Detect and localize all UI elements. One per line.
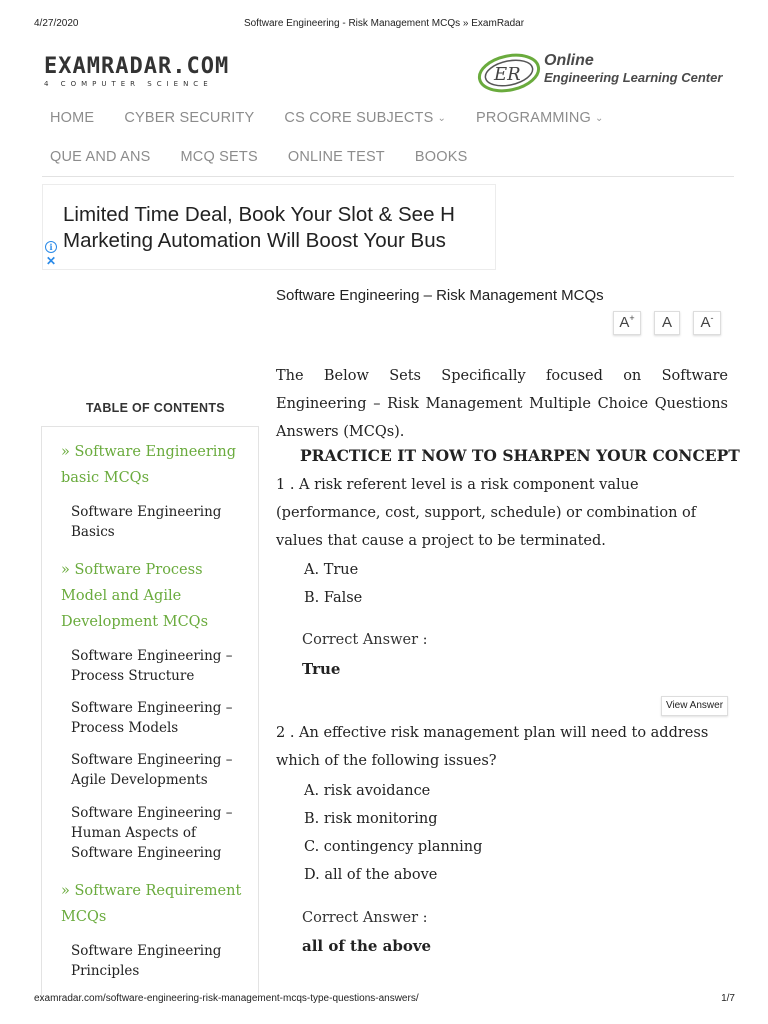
question-1-text: 1 . A risk referent level is a risk component value (performance, cost, support, schedule) or combination of values that cause a project to be terminated.	[276, 477, 697, 549]
brand-line-1: Online	[544, 52, 594, 69]
nav-books[interactable]: BOOKS	[414, 149, 468, 165]
question-2-text: 2 . An effective risk management plan will need to address which of the following issues?	[276, 725, 709, 769]
practice-heading: PRACTICE IT NOW TO SHARPEN YOUR CONCEPT	[300, 446, 740, 465]
brand-line-2: Engineering Learning Center	[544, 70, 723, 85]
table-of-contents	[41, 426, 259, 1001]
ad-close-icon[interactable]: ✕	[46, 254, 57, 268]
question-1-option-a[interactable]: A. True	[304, 562, 359, 578]
question-2-correct-answer-label: Correct Answer :	[302, 910, 428, 926]
ad-text-line-1: Limited Time Deal, Book Your Slot & See H	[63, 203, 455, 226]
brand-banner[interactable]	[476, 50, 736, 94]
toc-item-principles[interactable]: Software Engineering Principles	[71, 943, 222, 979]
toc-item-human-aspects[interactable]: Software Engineering – Human Aspects of Software Engineering	[71, 805, 233, 861]
print-title: Software Engineering - Risk Management MCQs » ExamRadar	[243, 18, 525, 29]
toc-item-process-models[interactable]: Software Engineering – Process Models	[71, 700, 233, 736]
question-2-option-d[interactable]: D. all of the above	[304, 867, 438, 883]
site-logo[interactable]	[44, 55, 229, 88]
article-intro: The Below Sets Specifically focused on Software Engineering – Risk Management Multiple Choice Questions Answers (MCQs).	[276, 368, 728, 440]
toc-item-basics[interactable]: Software Engineering Basics	[71, 504, 222, 540]
view-answer-button[interactable]: View Answer	[661, 696, 728, 716]
question-2-option-a[interactable]: A. risk avoidance	[304, 783, 431, 799]
print-header	[0, 18, 768, 32]
font-reset-button[interactable]: A	[654, 311, 680, 335]
toc-item-agile-developments[interactable]: Software Engineering – Agile Developments	[71, 752, 233, 788]
toc-category-process-model[interactable]: » Software Process Model and Agile Development MCQs	[61, 562, 209, 630]
question-2-option-c[interactable]: C. contingency planning	[304, 839, 483, 855]
chevron-down-icon: ⌄	[437, 112, 447, 124]
svg-text:ER: ER	[494, 64, 521, 85]
print-date: 4/27/2020	[34, 18, 79, 29]
toc-category-basic-mcqs[interactable]: » Software Engineering basic MCQs	[61, 444, 237, 486]
toc-category-requirement-mcqs[interactable]: » Software Requirement MCQs	[61, 883, 242, 925]
logo-tagline: 4 COMPUTER SCIENCE	[44, 80, 213, 88]
print-url: examradar.com/software-engineering-risk-management-mcqs-type-questions-answers/	[34, 993, 419, 1004]
main-nav-row-2	[50, 147, 497, 167]
question-1-correct-answer-label: Correct Answer :	[302, 632, 428, 648]
nav-programming[interactable]: PROGRAMMING ⌄	[476, 110, 604, 126]
nav-home[interactable]: HOME	[50, 110, 95, 126]
nav-online-test[interactable]: ONLINE TEST	[287, 149, 385, 165]
logo-wordmark: EXAMRADAR.COM	[44, 54, 230, 79]
question-1-correct-answer: True	[302, 660, 341, 678]
question-2-correct-answer: all of the above	[302, 937, 432, 955]
main-nav-row-1	[50, 108, 634, 128]
toc-item-process-structure[interactable]: Software Engineering – Process Structure	[71, 648, 233, 684]
ad-info-icon[interactable]: i	[45, 241, 57, 253]
nav-cs-core-subjects[interactable]: CS CORE SUBJECTS ⌄	[284, 110, 447, 126]
toc-heading: TABLE OF CONTENTS	[86, 401, 225, 415]
ad-text-line-2: Marketing Automation Will Boost Your Bus	[63, 229, 446, 252]
font-increase-button[interactable]: A +	[613, 311, 641, 335]
er-emblem-icon	[476, 50, 542, 94]
question-1-option-b[interactable]: B. False	[304, 590, 363, 606]
nav-divider	[42, 176, 734, 177]
chevron-down-icon: ⌄	[595, 112, 604, 124]
question-2-option-b[interactable]: B. risk monitoring	[304, 811, 438, 827]
nav-mcq-sets[interactable]: MCQ SETS	[180, 149, 258, 165]
article-title: Software Engineering – Risk Management MCQs	[276, 287, 604, 304]
print-page-number: 1/7	[721, 993, 735, 1004]
nav-cyber-security[interactable]: CYBER SECURITY	[124, 110, 255, 126]
font-decrease-button[interactable]: A -	[693, 311, 721, 335]
nav-que-and-ans[interactable]: QUE AND ANS	[50, 149, 151, 165]
advertisement-banner[interactable]	[42, 184, 496, 270]
font-size-controls	[613, 311, 734, 335]
